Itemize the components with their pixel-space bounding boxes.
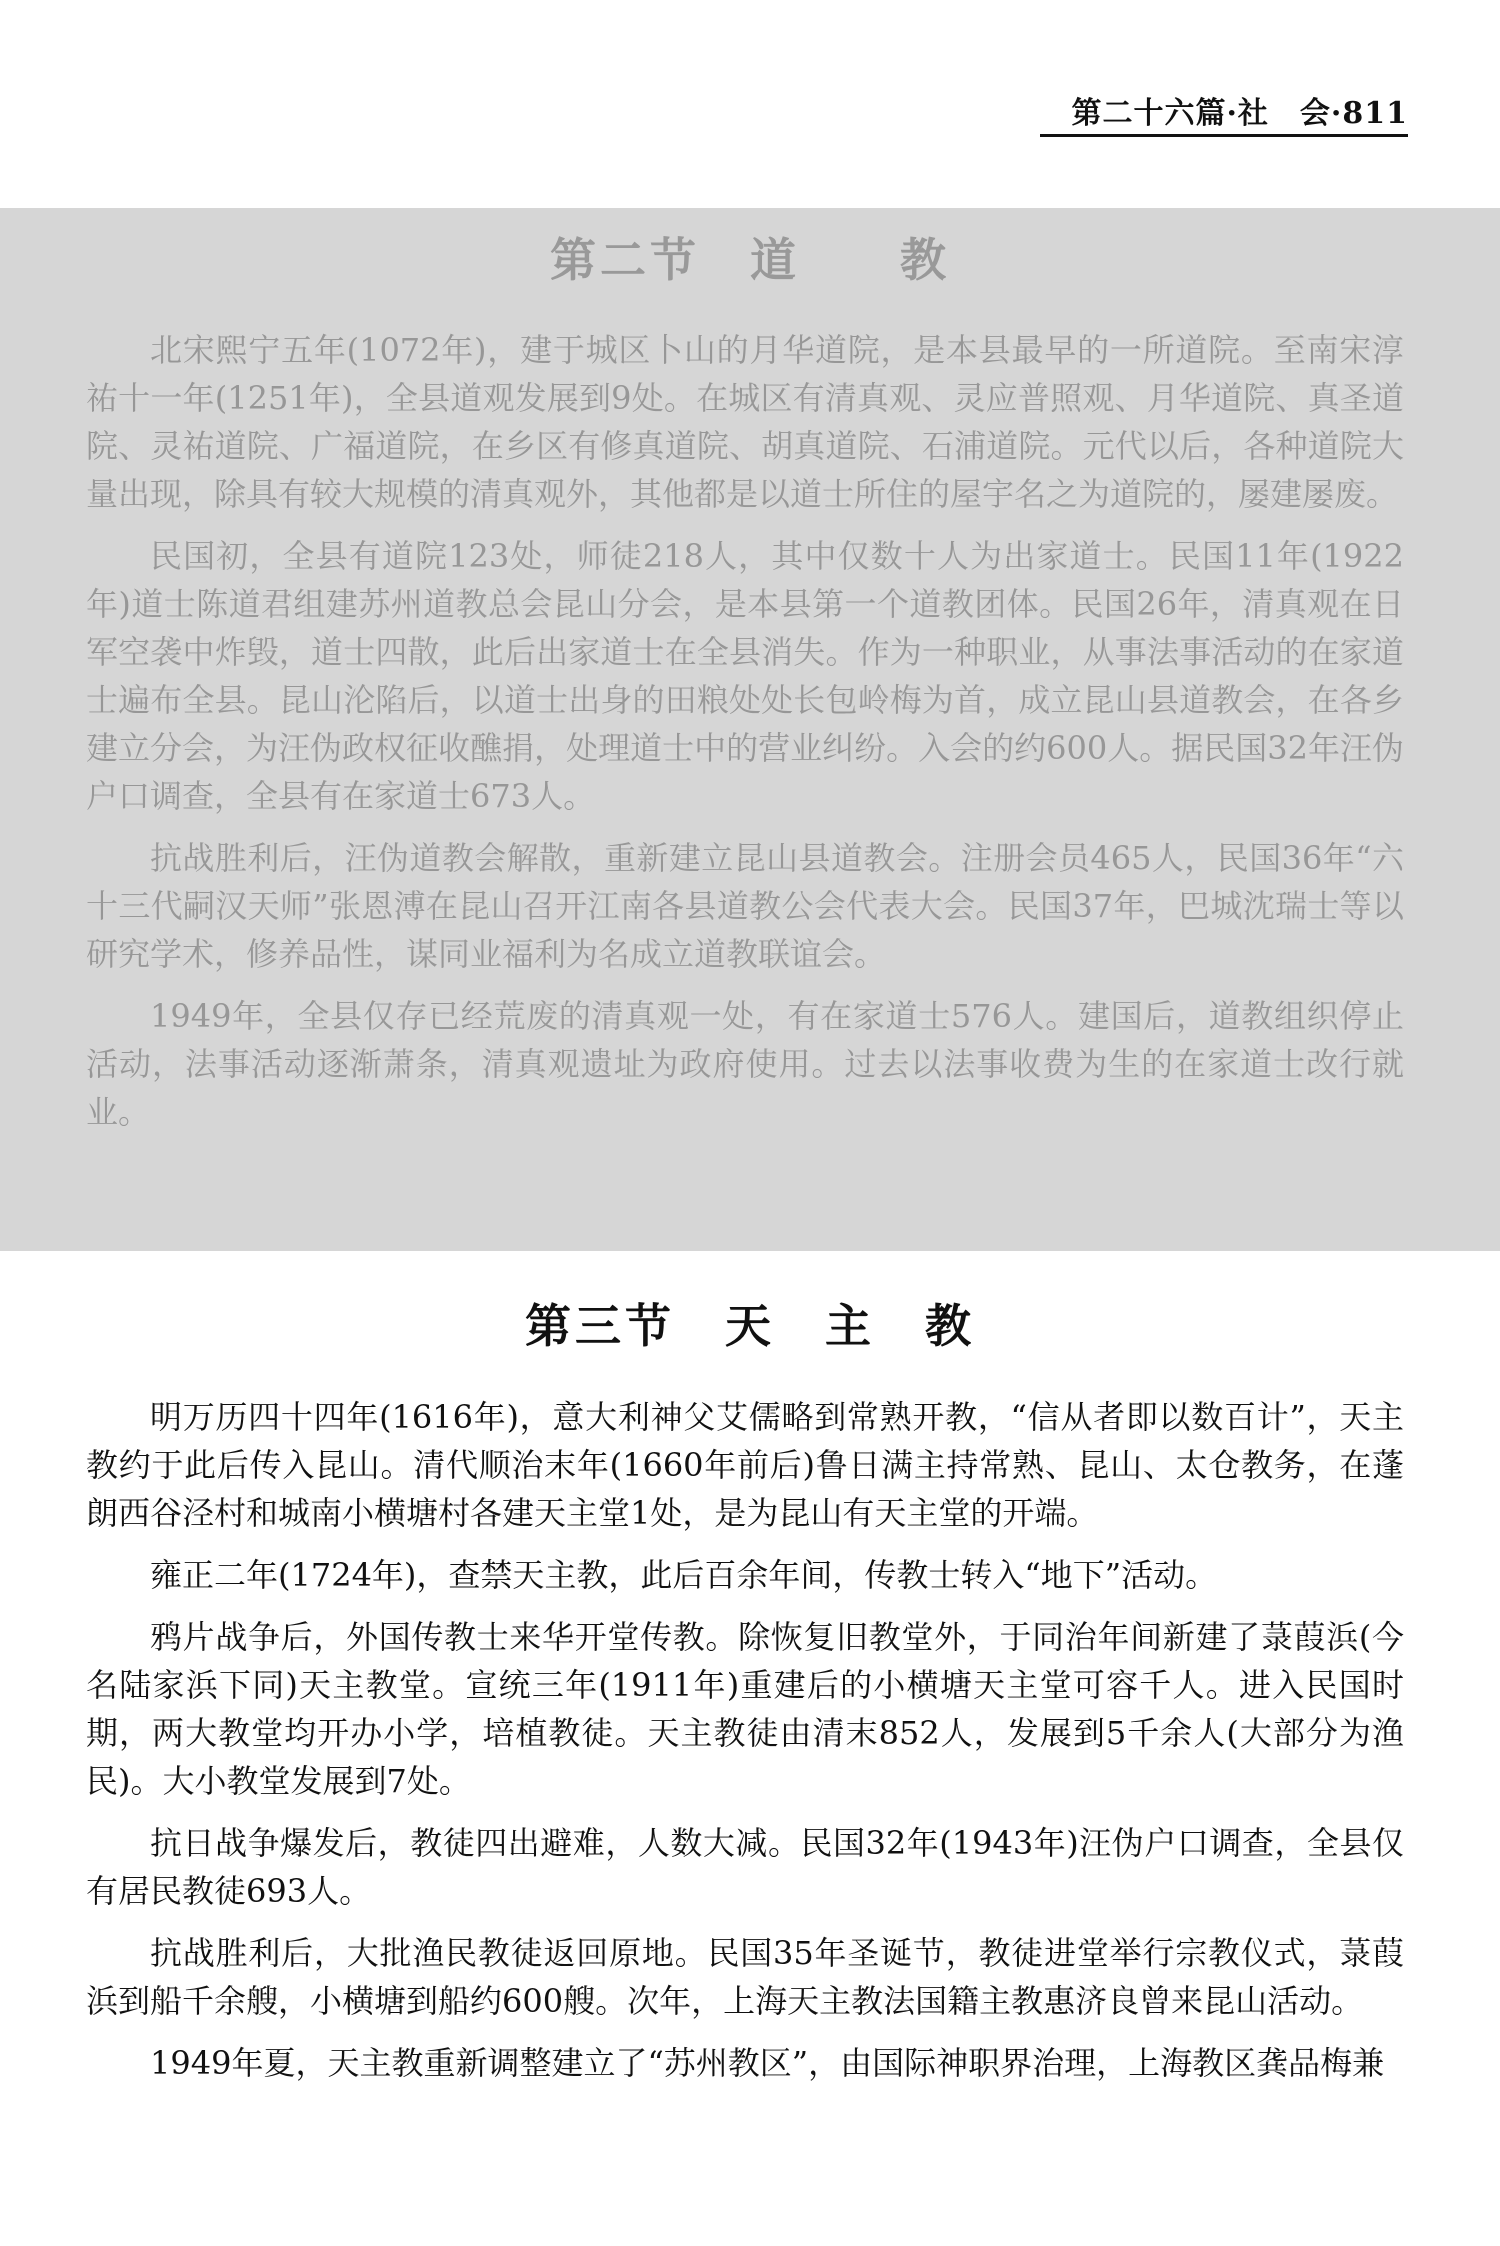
section-title-taoism: 第二节 道 教: [550, 233, 950, 287]
running-header: 第二十六篇·社 会·811: [1040, 88, 1408, 137]
section-body-catholicism: [86, 1393, 1404, 2101]
section-title-catholicism: 第三节 天 主 教: [525, 1299, 975, 1353]
paragraph: 明万历四十四年(1616年)，意大利神父艾儒略到常熟开教，“信从者即以数百计”，天主教约于此后传入昆山。清代顺治末年(1660年前后)鲁日满主持常熟、昆山、太仓教务，在蓬朗西谷泾村和城南小横塘村各建天主堂1处，是为昆山有天主堂的开端。: [86, 1398, 1404, 1532]
paragraph: 1949年，全县仅存已经荒废的清真观一处，有在家道士576人。建国后，道教组织停止活动，法事活动逐渐萧条，清真观遗址为政府使用。过去以法事收费为生的在家道士改行就业。: [86, 997, 1404, 1131]
paragraph: 民国初，全县有道院123处，师徒218人，其中仅数十人为出家道士。民国11年(1922年)道士陈道君组建苏州道教总会昆山分会，是本县第一个道教团体。民国26年，清真观在日军空袭中炸毁，道士四散，此后出家道士在全县消失。作为一种职业，从事法事活动的在家道士遍布全县。昆山沦陷后，以道士出身的田粮处处长包岭梅为首，成立昆山县道教会，在各乡建立分会，为汪伪政权征收醮捐，处理道士中的营业纠纷。入会的约600人。据民国32年汪伪户口调查，全县有在家道士673人。: [86, 537, 1404, 815]
paragraph: 北宋熙宁五年(1072年)，建于城区卜山的月华道院，是本县最早的一所道院。至南宋淳祐十一年(1251年)，全县道观发展到9处。在城区有清真观、灵应普照观、月华道院、真圣道院、灵祐道院、广福道院，在乡区有修真道院、胡真道院、石浦道院。元代以后，各种道院大量出现，除具有较大规模的清真观外，其他都是以道士所住的屋宇名之为道院的，屡建屡废。: [86, 331, 1404, 513]
paragraph: 1949年夏，天主教重新调整建立了“苏州教区”，由国际神职界治理，上海教区龚品梅兼: [150, 2044, 1385, 2082]
paragraph: 抗战胜利后，大批渔民教徒返回原地。民国35年圣诞节，教徒进堂举行宗教仪式，菉葭浜到船千余艘，小横塘到船约600艘。次年，上海天主教法国籍主教惠济良曾来昆山活动。: [86, 1934, 1404, 2020]
paragraph: 抗日战争爆发后，教徒四出避难，人数大减。民国32年(1943年)汪伪户口调查，全县仅有居民教徒693人。: [86, 1824, 1404, 1910]
paragraph: 雍正二年(1724年)，查禁天主教，此后百余年间，传教士转入“地下”活动。: [150, 1556, 1218, 1594]
section-body-taoism: [86, 326, 1404, 1150]
faded-section-taoism: [0, 208, 1500, 1251]
paragraph: 抗战胜利后，汪伪道教会解散，重新建立昆山县道教会。注册会员465人，民国36年“六十三代嗣汉天师”张恩溥在昆山召开江南各县道教公会代表大会。民国37年，巴城沈瑞士等以研究学术，修养品性，谋同业福利为名成立道教联谊会。: [86, 839, 1404, 973]
paragraph: 鸦片战争后，外国传教士来华开堂传教。除恢复旧教堂外，于同治年间新建了菉葭浜(今名陆家浜下同)天主教堂。宣统三年(1911年)重建后的小横塘天主堂可容千人。进入民国时期，两大教堂均开办小学，培植教徒。天主教徒由清末852人，发展到5千余人(大部分为渔民)。大小教堂发展到7处。: [86, 1618, 1404, 1800]
